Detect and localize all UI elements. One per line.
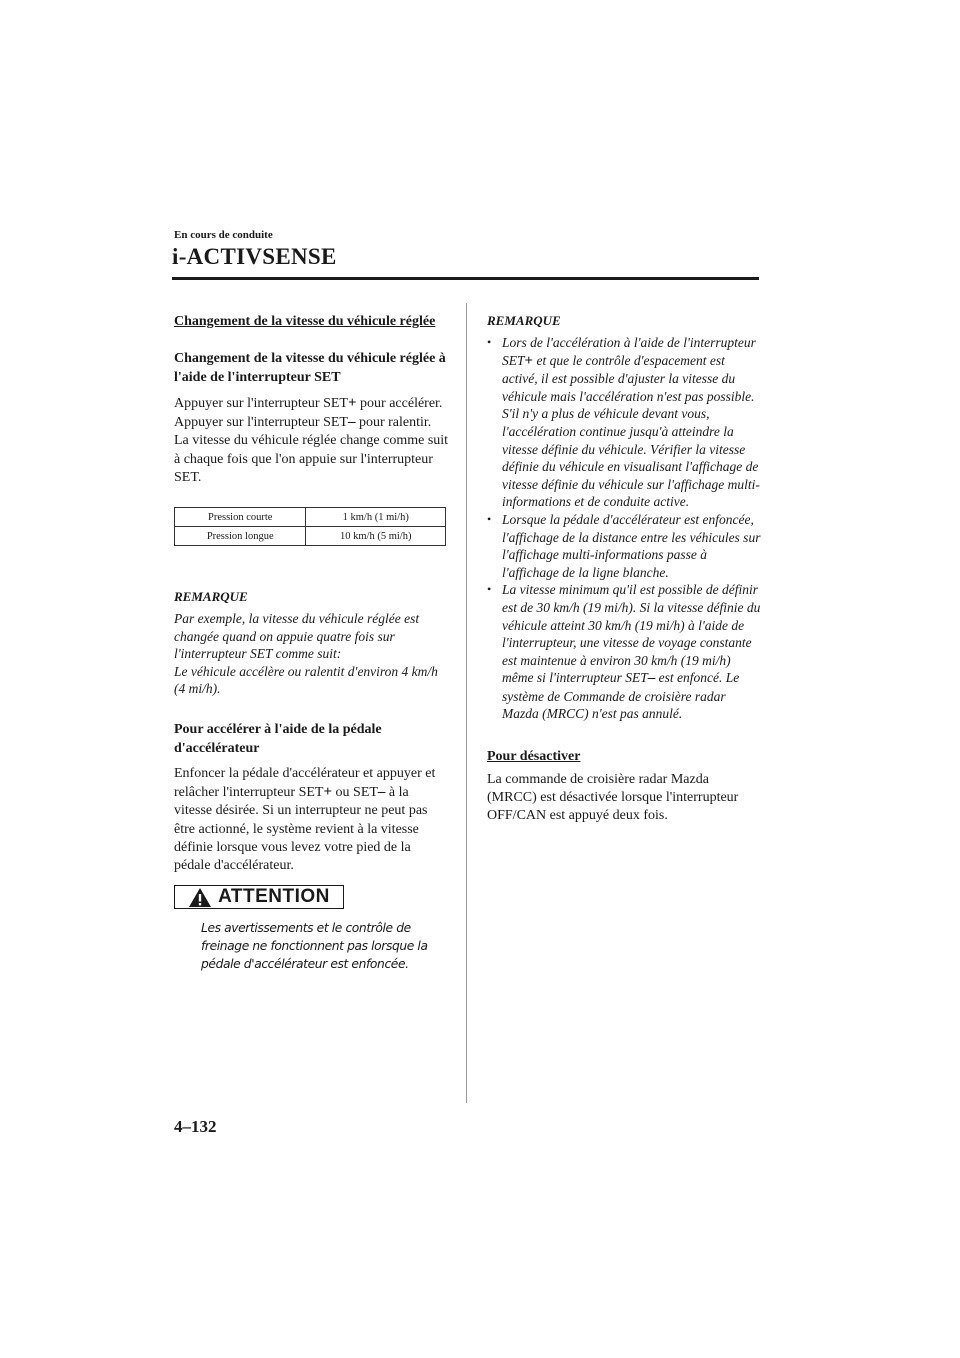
heading-change-speed: Changement de la vitesse du véhicule réglée bbox=[174, 314, 436, 329]
bullet-icon: • bbox=[487, 335, 492, 349]
minus-icon: – bbox=[377, 784, 386, 801]
paragraph-deactivate: La commande de croisière radar Mazda (MRCC) est désactivée lorsque l'interrupteur OFF/CAN est appuyé deux fois. bbox=[487, 772, 739, 824]
section-label: En cours de conduite bbox=[174, 229, 273, 241]
note-text: Le véhicule accélère ou ralentit d'environ 4 km/h (4 mi/h). bbox=[174, 663, 438, 697]
table-row bbox=[175, 527, 446, 546]
table-cell: 10 km/h (5 mi/h) bbox=[306, 527, 446, 546]
list-item: • La vitesse minimum qu'il est possible de définir est de 30 km/h (19 mi/h). Si la vitesse définie du véhicule atteint 30 km/h (19 mi/h) à l'aide de l'interrupteur, une vitesse de voyage constante est maintenue à environ 30 km/h (19 mi/h) même si l'interrupteur SET– est enfoncé. Le système de Commande de croisière radar Mazda (MRCC) n'est pas annulé. bbox=[487, 582, 761, 722]
minus-icon: – bbox=[647, 670, 656, 687]
left-column bbox=[174, 312, 449, 973]
table-cell: 1 km/h (1 mi/h) bbox=[306, 508, 446, 527]
list-item: • Lors de l'accélération à l'aide de l'interrupteur SET+ et que le contrôle d'espacement est activé, il est possible d'ajuster la vitesse du véhicule mais l'accélération n'est pas possible. S'il n'y a plus de véhicule devant vous, l'accélération continue jusqu'à atteindre la vitesse définie du véhicule. Vérifier la vitesse définie du véhicule en visualisant l'affichage de vitesse définie du véhicule sur l'affichage multi-informations et de conduite active. bbox=[487, 335, 760, 510]
right-column bbox=[487, 312, 762, 826]
bullet-icon: • bbox=[487, 582, 492, 597]
paragraph-accelerate: Appuyer sur l'interrupteur SET+ pour accélérer. bbox=[174, 395, 443, 411]
plus-icon: + bbox=[524, 352, 534, 369]
heading-set-switch: Changement de la vitesse du véhicule réglée à l'aide de l'interrupteur SET bbox=[174, 351, 446, 385]
note-heading: REMARQUE bbox=[487, 313, 561, 328]
speed-table bbox=[174, 507, 446, 546]
attention-text: Les avertissements et le contrôle de freinage ne fonctionnent pas lorsque la pédale d'accélérateur est enfoncée. bbox=[201, 921, 428, 972]
page-title: i-ACTIVSENSE bbox=[172, 244, 337, 269]
heading-deactivate: Pour désactiver bbox=[487, 749, 581, 765]
plus-icon: + bbox=[323, 784, 333, 801]
note-list bbox=[487, 334, 762, 723]
attention-box bbox=[174, 885, 344, 909]
attention-label: ATTENTION bbox=[218, 886, 330, 908]
bullet-icon: • bbox=[487, 511, 492, 526]
column-divider bbox=[466, 303, 467, 1103]
paragraph-speed-change: La vitesse du véhicule réglée change comme suit à chaque fois que l'on appuie sur l'interrupteur SET. bbox=[174, 433, 449, 485]
paragraph-decelerate: Appuyer sur l'interrupteur SET– pour ralentir. bbox=[174, 414, 432, 431]
note-text: Par exemple, la vitesse du véhicule réglée est changée quand on appuie quatre fois sur l'interrupteur SET comme suit: bbox=[174, 611, 420, 662]
plus-icon: + bbox=[347, 395, 357, 411]
paragraph-accelerator-pedal: Enfoncer la pédale d'accélérateur et appuyer et relâcher l'interrupteur SET+ ou SET– à la vitesse désirée. Si un interrupteur ne peut pas être actionné, le système revient à la vitesse définie lorsque vous levez votre pied de la pédale d'accélérateur. bbox=[174, 765, 436, 873]
minus-icon: – bbox=[347, 414, 356, 431]
warning-triangle-icon bbox=[188, 887, 212, 908]
table-row bbox=[175, 508, 446, 527]
heading-accelerator-pedal: Pour accélérer à l'aide de la pédale d'accélérateur bbox=[174, 721, 382, 756]
note-heading: REMARQUE bbox=[174, 589, 248, 605]
page-number: 4–132 bbox=[174, 1117, 217, 1136]
table-cell: Pression longue bbox=[175, 527, 306, 546]
list-item: • Lorsque la pédale d'accélérateur est enfoncée, l'affichage de la distance entre les véhicules sur l'affichage multi-informations passe à l'affichage de la ligne blanche. bbox=[487, 511, 761, 580]
header-rule bbox=[172, 277, 759, 280]
table-cell: Pression courte bbox=[175, 508, 306, 527]
